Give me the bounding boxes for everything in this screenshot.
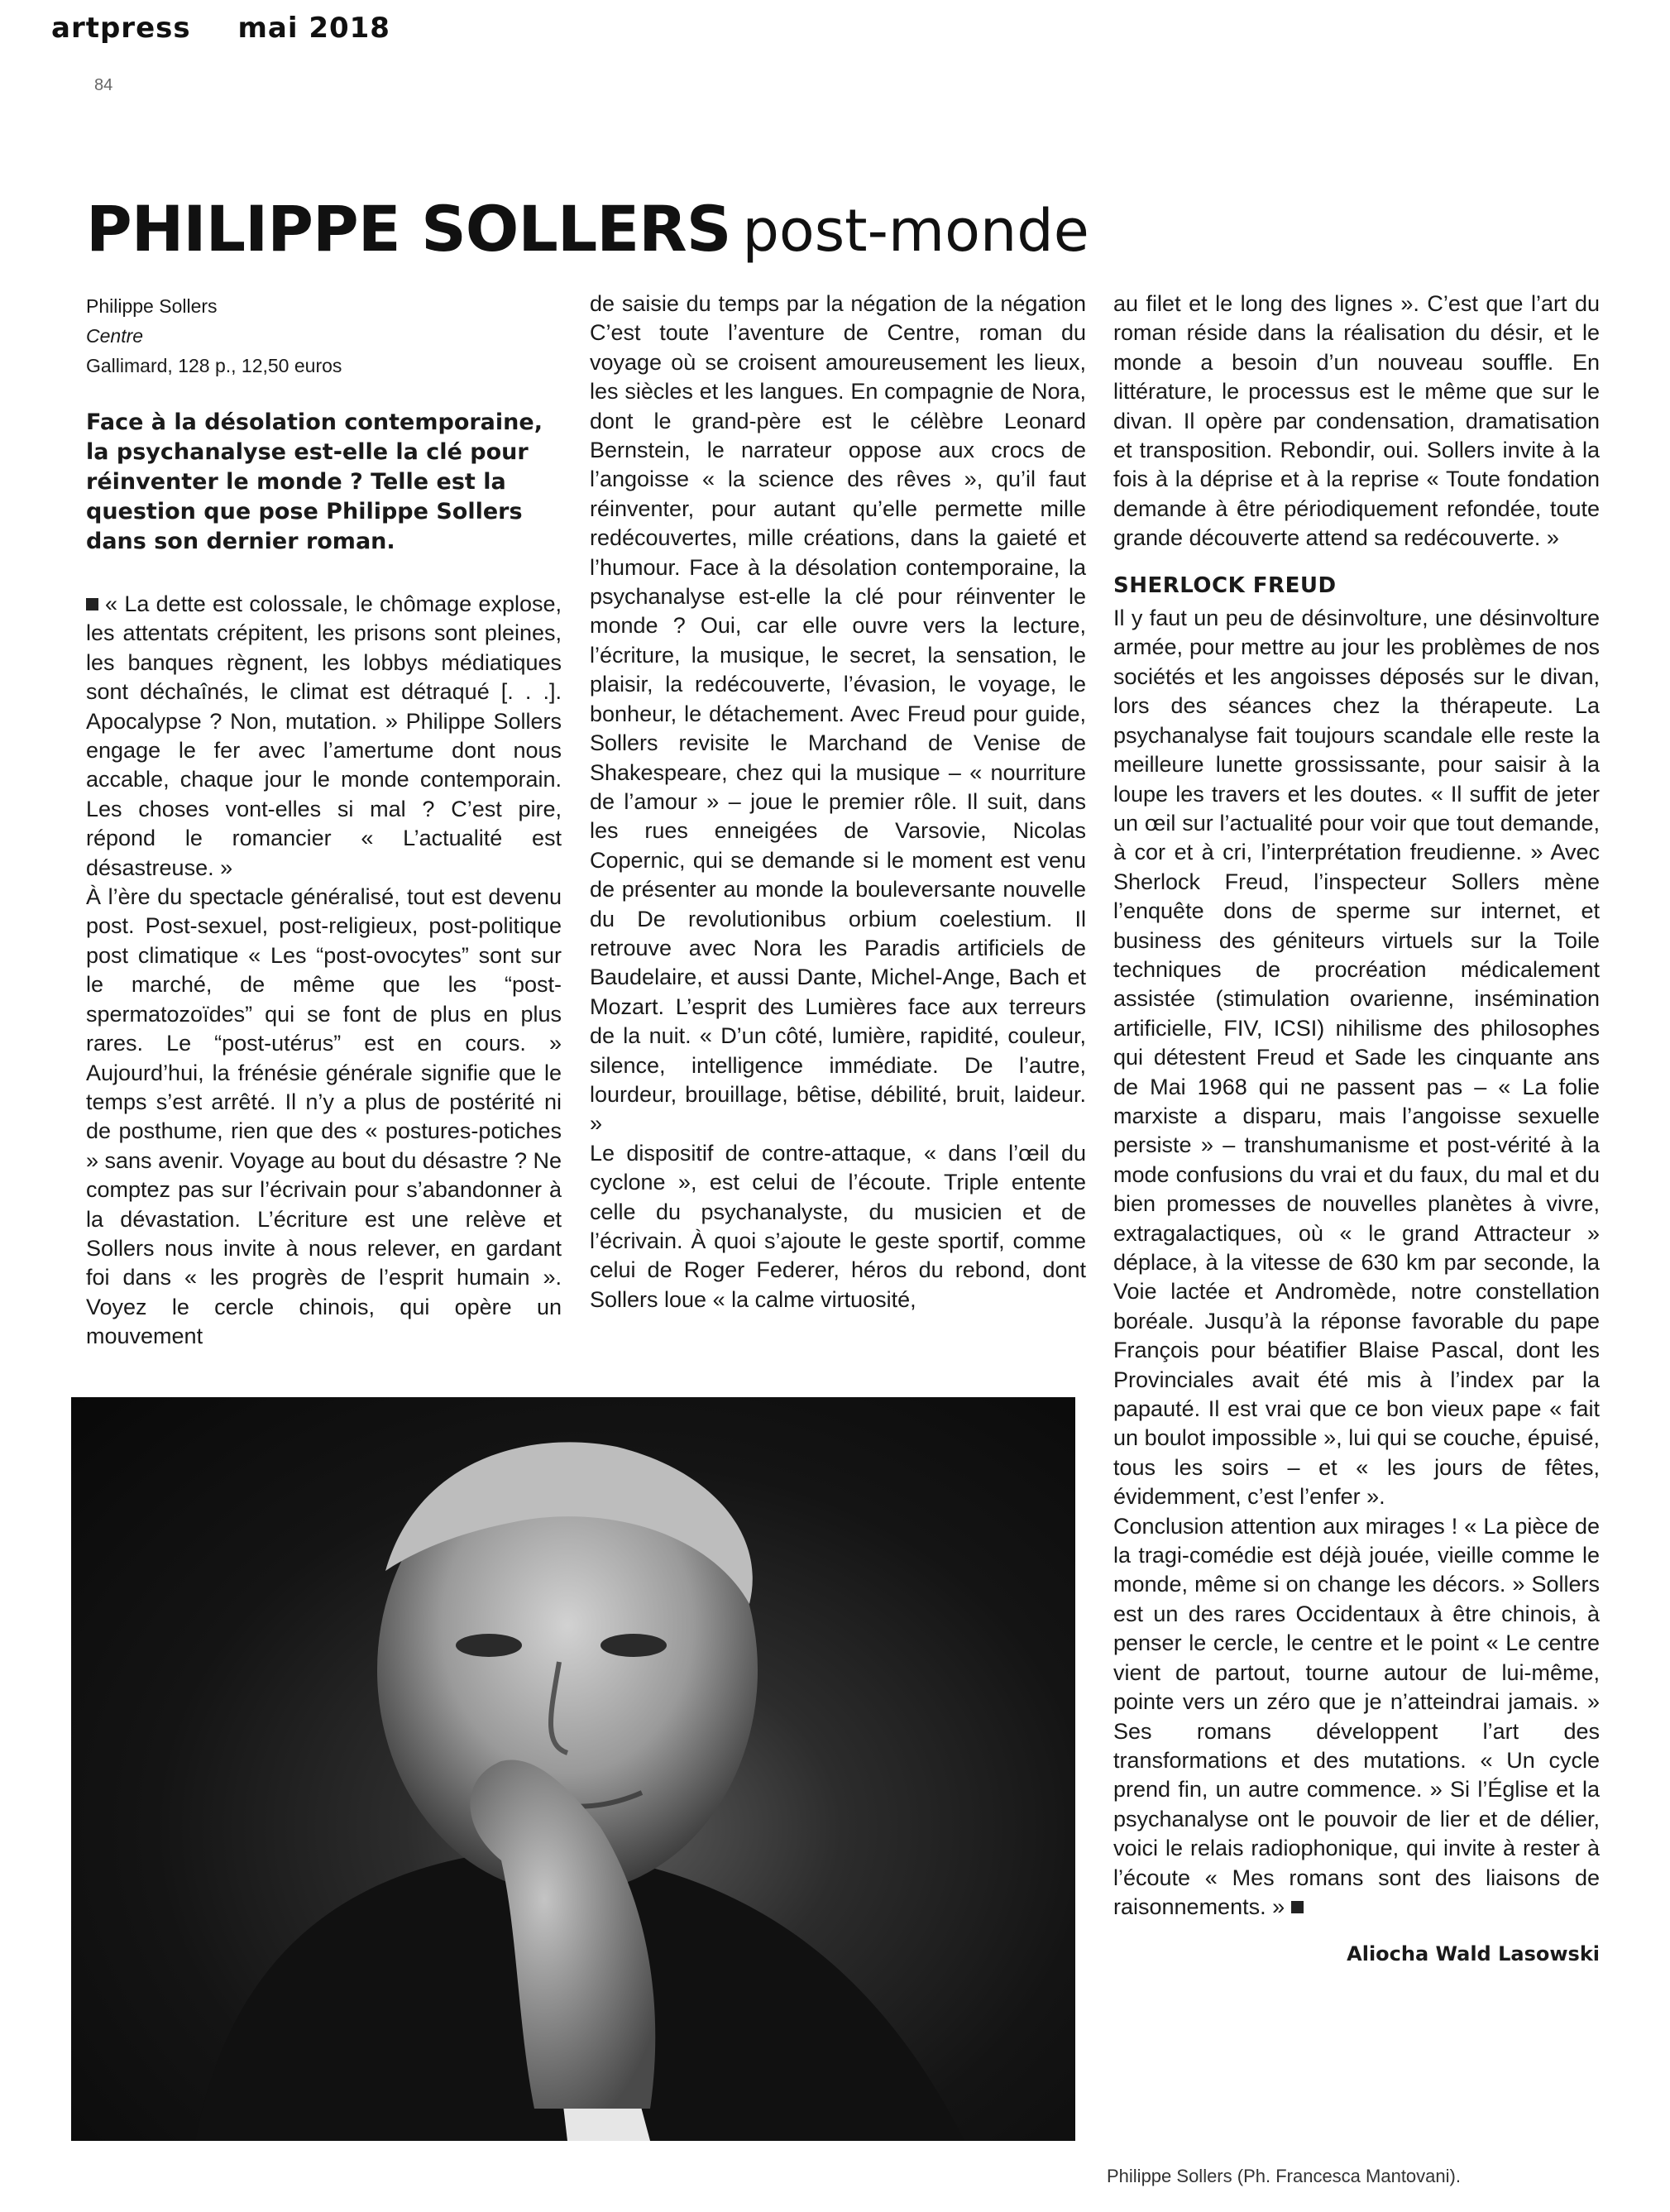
paragraph	[1113, 1512, 1600, 1922]
paragraph: Le dispositif de contre-attaque, « dans l’œil du cyclone », est celui de l’écoute. Triple entente celle du psychanalyste, du musicien et de l’écrivain. À quoi s’ajoute le geste sportif, comme celui de Roger Federer, héros du rebond, dont Sollers loue « la calme virtuosité,	[590, 1140, 1086, 1312]
publication-name: artpress	[51, 12, 191, 45]
paragraph: au filet et le long des lignes ». C’est que l’art du roman réside dans la réalisation du désir, et le monde a besoin d’un nouveau souffle. En littérature, le processus est le même que sur le divan. Il opère par condensation, dramatisation et transposition. Rebondir, oui. Sollers invite à la fois à la déprise et à la reprise « Toute fondation demande à être périodiquement refondée, toute grande découverte attend sa redécouverte. »	[1113, 291, 1600, 551]
paragraph: À l’ère du spectacle généralisé, tout est devenu post. Post-sexuel, post-religieux, post-politique post climatique « Les “post-ovocytes” sont sur le marché, de même que les “post-spermatozoïdes” qui se font de plus en plus rares. Le “post-utérus” est en cours. » Aujourd’hui, la frénésie générale signifie que le temps s’est arrêté. Il n’y a plus de postérité ni de posthume, rien que des « postures-potiches » sans avenir. Voyage au bout du désastre ? Ne comptez pas sur l’écrivain pour s’abandonner à la dévastation. L’écriture est une relève et Sollers nous invite à nous relever, en gardant foi dans « les progrès de l’esprit humain ». Voyez le cercle chinois, qui opère un mouvement	[86, 884, 562, 1349]
book-author: Philippe Sollers	[86, 295, 218, 317]
book-details: Gallimard, 128 p., 12,50 euros	[86, 355, 342, 376]
start-square-icon	[86, 598, 98, 610]
paragraph: de saisie du temps par la négation de la négation C’est toute l’aventure de Centre, roman du voyage où se croisent amoureusement les lieux, les siècles et les langues. En compagnie de Nora, dont le grand-père est le célèbre Leonard Bernstein, le narrateur oppose aux crocs de l’angoisse « la science des rêves », qu’il faut réinventer, pour autant qu’elle permette mille redécouvertes, mille créations, dans la gaieté et l’humour. Face à la désolation contemporaine, la psychanalyse est-elle la clé pour réinventer le monde ? Oui, car elle ouvre vers la lecture, l’écriture, la musique, le secret, la sensation, le plaisir, la redécouverte, l’évasion, le voyage, le bonheur, le détachement. Avec Freud pour guide, Sollers revisite le Marchand de Venise de Shakespeare, chez qui la musique – « nourriture de l’amour » – joue le premier rôle. Il suit, dans les rues enneigées de Varsovie, Nicolas Copernic, qui se demande si le moment est venu de présenter au monde la bouleversante nouvelle du De revolutionibus orbium coelestium. Il retrouve avec Nora les Paradis artificiels de Baudelaire, et aussi Dante, Michel-Ange, Bach et Mozart. L’esprit des Lumières face aux terreurs de la nuit. « D’un côté, lumière, rapidité, couleur, silence, intelligence immédiate. De l’autre, lourdeur, brouillage, bêtise, débilité, bruit, laideur. »	[590, 291, 1086, 1137]
paragraph: Il y faut un peu de désinvolture, une désinvolture armée, pour mettre au jour les problèmes de nos sociétés et les angoisses déposés sur le divan, lors des séances chez la thérapeute. La psychanalyse fait toujours scandale elle reste la meilleure lunette grossissante, pour saisir à la loupe les travers et les doutes. « Il suffit de jeter un œil sur l’actualité pour voir que tout demande, à cor et à cri, l’interprétation freudienne. » Avec Sherlock Freud, l’inspecteur Sollers mène l’enquête dons de sperme sur internet, et business des géniteurs virtuels sur la Toile techniques de procréation médicalement assistée (stimulation ovarienne, insémination artificielle, FIV, ICSI) nihilisme des philosophes qui détestent Freud et Sade les cinquante ans de Mai 1968 qui ne passent pas – « La folie marxiste a disparu, mais l’angoisse sexuelle persiste » – transhumanisme et post-vérité à la mode confusions du vrai et du faux, du mal et du bien promesses de nouvelles planètes à vivre, extragalactiques, où « le grand Attracteur » déplace, à la vitesse de 630 km par seconde, la Voie lactée et Andromède, notre constellation boréale. Jusqu’à la réponse favorable du pape François pour béatifier Blaise Pascal, dont les Provinciales avait été mis à l’index par la papauté. Il est vrai que ce bon vieux pape « fait un boulot impossible », lui qui se couche, épuisé, tous les soirs – et « les jours de fêtes, évidemment, c’est l’enfer ».	[1113, 606, 1600, 1510]
article-lede: Face à la désolation contemporaine, la psychanalyse est-elle la clé pour réinventer le monde ? Telle est la question que pose Philippe Sollers dans son dernier roman.	[86, 409, 543, 554]
author-byline: Aliocha Wald Lasowski	[1347, 1942, 1600, 1966]
page-number: 84	[94, 76, 113, 94]
paragraph-text: Conclusion attention aux mirages ! « La pièce de la tragi-comédie est déjà jouée, vieille comme le monde, même si on change les décors. » Sollers est un des rares Occidentaux à être chinois, à penser le cercle, le centre et le point « Le centre vient de partout, tourne autour de lui-même, pointe vers un zéro que je n’atteindrai jamais. » Ses romans développent l’art des transformations et des mutations. « Un cycle prend fin, un autre commence. » Si l’Église et la psychanalyse ont le pouvoir de lier et de délier, voici le relais radiophonique, qui invite à rester à l’écoute « Mes romans sont des liaisons de raisonnements. »	[1113, 1513, 1600, 1919]
masthead-stamp	[51, 12, 390, 45]
headline-name: PHILIPPE SOLLERS	[86, 192, 731, 266]
text-column-3	[1113, 290, 1600, 1970]
portrait-illustration	[71, 1397, 1075, 2141]
text-column-2	[590, 290, 1086, 1314]
article-headline	[86, 192, 1089, 266]
section-subhead: SHERLOCK FREUD	[1113, 572, 1337, 598]
end-square-icon	[1291, 1901, 1304, 1913]
paragraph-text: « La dette est colossale, le chômage explose, les attentats crépitent, les prisons sont pleines, les banques règnent, les lobbys médiatiques sont déchaînés, le climat est détraqué [. . .]. Apocalypse ? Non, mutation. » Philippe Sollers engage le fer avec l’amertume dont nous accable, chaque jour le monde contemporain. Les choses vont-elles si mal ? C’est pire, répond le romancier « L’actualité est désastreuse. »	[86, 591, 562, 880]
photo-caption: Philippe Sollers (Ph. Francesca Mantovani).	[1107, 2166, 1461, 2186]
book-reference	[86, 291, 342, 381]
book-title: Centre	[86, 325, 144, 347]
headline-tagline: post-monde	[742, 197, 1089, 265]
portrait-photo	[71, 1397, 1075, 2141]
paragraph	[86, 590, 562, 883]
issue-date: mai 2018	[237, 12, 390, 45]
text-column-1	[86, 590, 562, 1352]
